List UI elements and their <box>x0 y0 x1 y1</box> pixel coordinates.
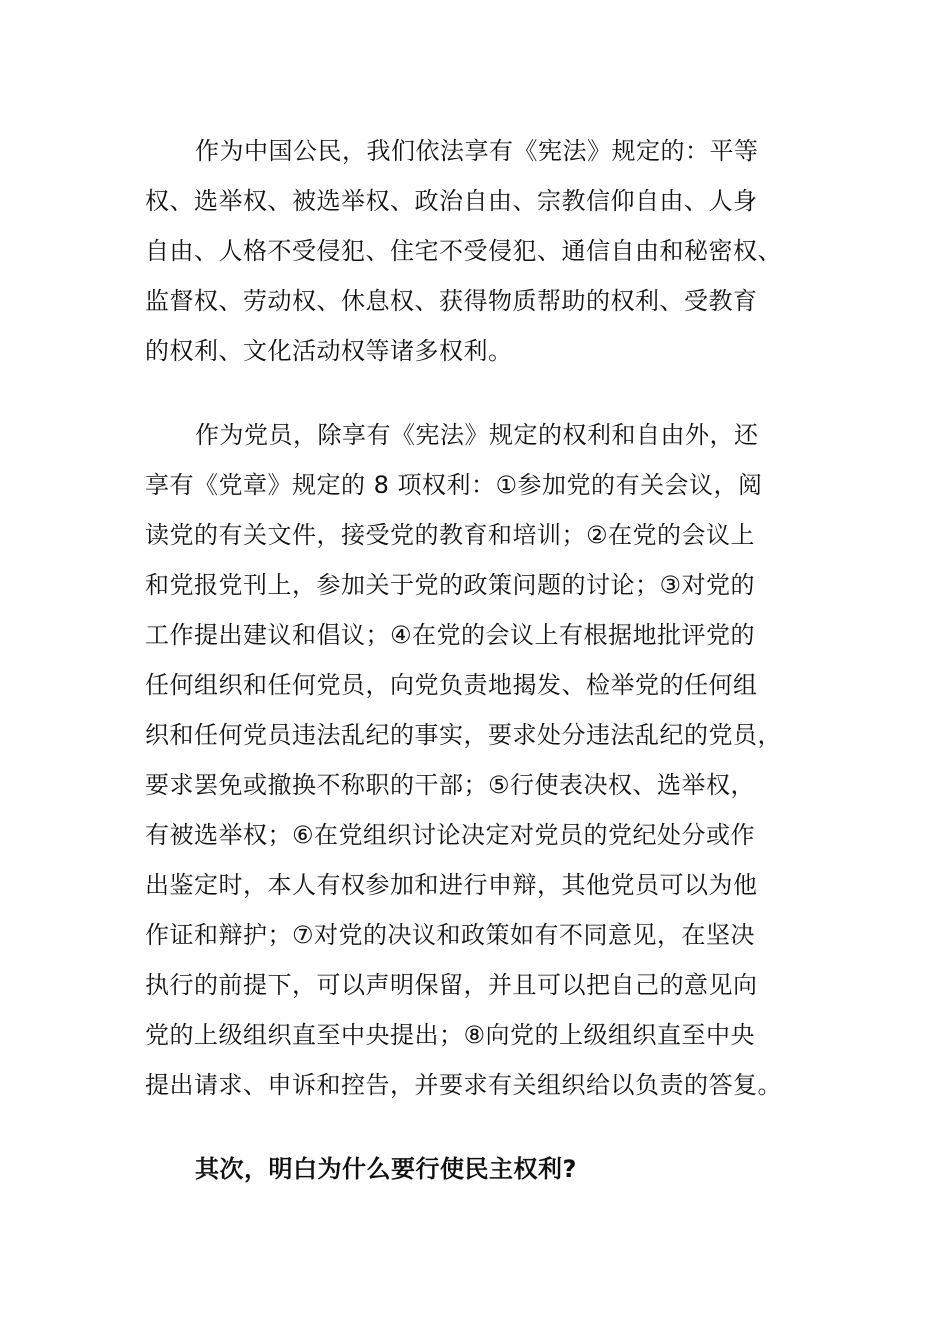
paragraph-line: 监督权、劳动权、休息权、获得物质帮助的权利、受教育 <box>145 287 758 315</box>
section-heading-text: 其次，明白为什么要行使民主权利? <box>195 1155 577 1183</box>
paragraph-line: 自由、人格不受侵犯、住宅不受侵犯、通信自由和秘密权、 <box>145 237 782 265</box>
paragraph-line: 任何组织和任何党员，向党负责地揭发、检举党的任何组 <box>145 671 758 699</box>
paragraph-line: 作为党员，除享有《宪法》规定的权利和自由外，还 <box>195 421 759 449</box>
paragraph-line: 作为中国公民，我们依法享有《宪法》规定的：平等 <box>195 137 759 165</box>
paragraph-line: 织和任何党员违法乱纪的事实，要求处分违法乱纪的党员， <box>145 721 782 749</box>
paragraph-line: 和党报党刊上，参加关于党的政策问题的讨论；③对党的 <box>145 571 756 599</box>
paragraph-line: 提出请求、申诉和控告，并要求有关组织给以负责的答复。 <box>145 1071 782 1099</box>
paragraph-line: 党的上级组织直至中央提出；⑧向党的上级组织直至中央 <box>145 1021 756 1049</box>
paragraph-line: 的权利、文化活动权等诸多权利。 <box>145 337 513 365</box>
paragraph-line: 权、选举权、被选举权、政治自由、宗教信仰自由、人身 <box>145 187 758 215</box>
section-heading <box>145 1144 825 1194</box>
paragraph-line: 执行的前提下，可以声明保留，并且可以把自己的意见向 <box>145 971 758 999</box>
paragraph-line: 有被选举权；⑥在党组织讨论决定对党员的党纪处分或作 <box>145 821 756 849</box>
paragraph-line: 工作提出建议和倡议；④在党的会议上有根据地批评党的 <box>145 621 756 649</box>
paragraph-line: 享有《党章》规定的 8 项权利：①参加党的有关会议，阅 <box>145 471 763 499</box>
paragraph-party-member-rights <box>145 410 825 1110</box>
paragraph-citizen-rights <box>145 126 825 376</box>
paragraph-line: 读党的有关文件，接受党的教育和培训；②在党的会议上 <box>145 521 756 549</box>
paragraph-line: 出鉴定时，本人有权参加和进行申辩，其他党员可以为他 <box>145 871 758 899</box>
paragraph-line: 要求罢免或撤换不称职的干部；⑤行使表决权、选举权， <box>145 771 756 799</box>
paragraph-line: 作证和辩护；⑦对党的决议和政策如有不同意见，在坚决 <box>145 921 756 949</box>
